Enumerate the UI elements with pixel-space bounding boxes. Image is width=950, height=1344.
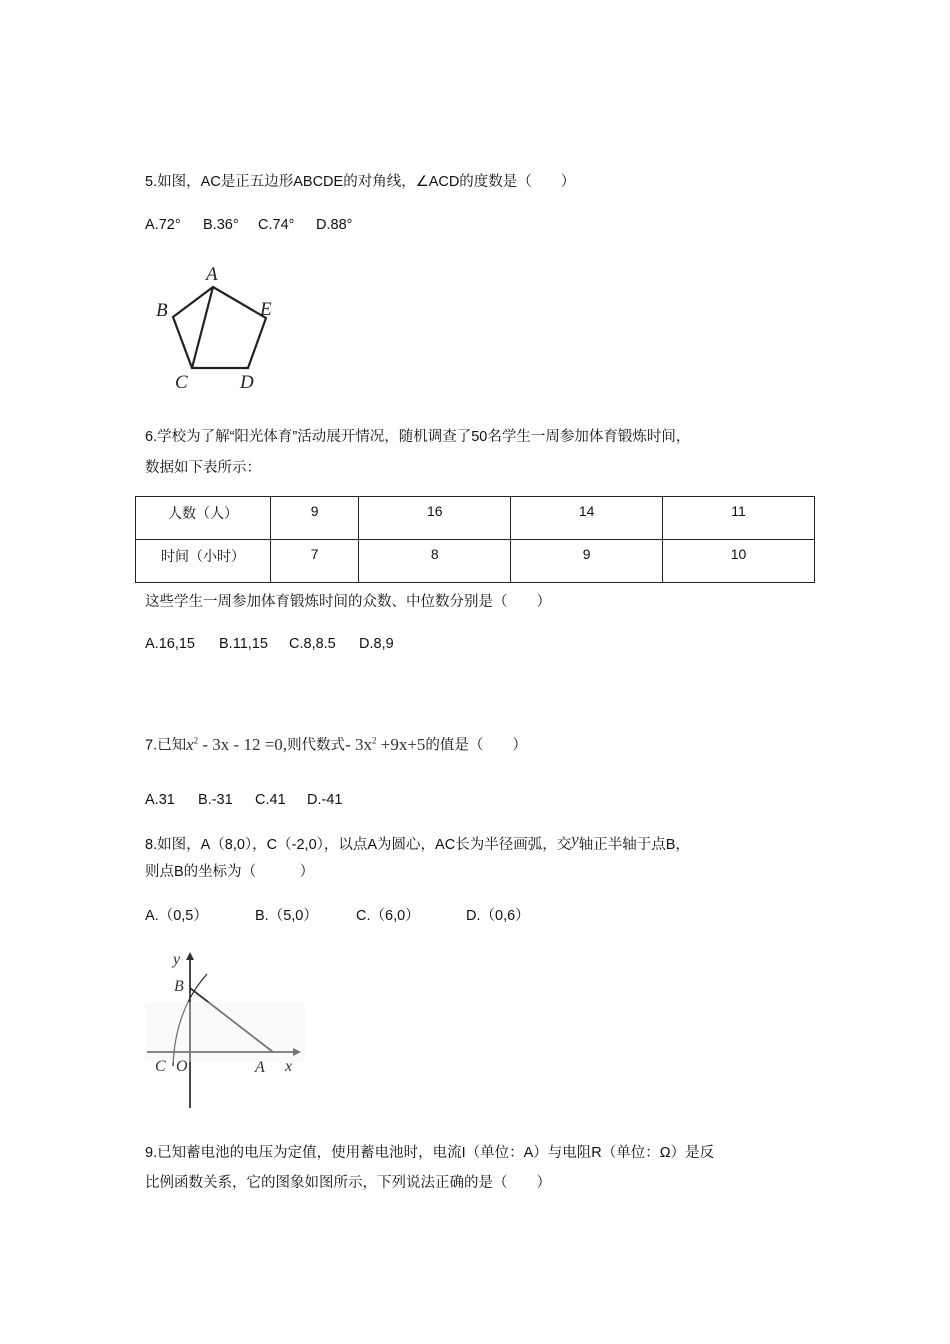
q8-options bbox=[145, 906, 530, 926]
q7-expression: - $3x^2 +9x+5$ bbox=[345, 734, 426, 754]
label-e: E bbox=[260, 299, 272, 320]
q6-option-a: A.16,15 bbox=[145, 636, 195, 652]
q8-option-b: B.（5,0） bbox=[255, 908, 318, 924]
q5-stem: 5.如图，AC是正五边形ABCDE的对角线，∠ACD的度数是（ ） bbox=[145, 174, 576, 190]
q7-options bbox=[145, 790, 342, 810]
label-a: A bbox=[206, 264, 218, 285]
q8-stem-line2: 则点B的坐标为（ ） bbox=[145, 864, 315, 880]
q5-option-d: D.88° bbox=[316, 217, 353, 233]
q6-option-d: D.8,9 bbox=[359, 636, 394, 652]
label-a: A bbox=[255, 1059, 265, 1076]
table-row-count bbox=[136, 497, 815, 540]
pentagon-figure bbox=[150, 260, 290, 395]
table-header-count: 人数（人） bbox=[136, 497, 271, 540]
table-cell: 8 bbox=[359, 540, 511, 583]
q7-option-b: B.-31 bbox=[198, 792, 233, 808]
label-b: B bbox=[156, 300, 168, 321]
q9-stem-line1: 9.已知蓄电池的电压为定值，使用蓄电池时，电流I（单位：A）与电阻R（单位：Ω）是反 bbox=[145, 1145, 715, 1161]
table-row-time bbox=[136, 540, 815, 583]
pentagon-shape bbox=[173, 287, 266, 368]
q6-stem-line1: 6.学校为了解“阳光体育”活动展开情况，随机调查了50名学生一周参加体育锻炼时间， bbox=[145, 429, 691, 445]
data-table bbox=[135, 496, 815, 583]
q8-option-c: C.（6,0） bbox=[356, 908, 420, 924]
q5-option-c: C.74° bbox=[258, 217, 295, 233]
q6-option-c: C.8,8.5 bbox=[289, 636, 336, 652]
label-y: y bbox=[173, 951, 181, 968]
label-c: C bbox=[155, 1058, 166, 1075]
label-o: O bbox=[176, 1058, 188, 1075]
coordinate-figure bbox=[145, 948, 310, 1113]
label-d: D bbox=[240, 372, 254, 393]
q7-stem bbox=[145, 728, 527, 758]
table-cell: 14 bbox=[511, 497, 663, 540]
table-header-time: 时间（小时） bbox=[136, 540, 271, 583]
table-cell: 9 bbox=[271, 497, 359, 540]
q7-option-d: D.-41 bbox=[307, 792, 343, 808]
q9-stem-line2: 比例函数关系，它的图象如图所示，下列说法正确的是（ ） bbox=[145, 1175, 551, 1191]
label-c: C bbox=[175, 372, 188, 393]
label-x: x bbox=[285, 1058, 293, 1075]
q8-option-d: D.（0,6） bbox=[466, 908, 530, 924]
q7-prefix: 7.已知 bbox=[145, 737, 187, 754]
q7-option-a: A.31 bbox=[145, 792, 175, 808]
table-cell: 7 bbox=[271, 540, 359, 583]
q7-suffix: 的值是（ ） bbox=[425, 737, 527, 754]
table-cell: 16 bbox=[359, 497, 511, 540]
q6-option-b: B.11,15 bbox=[219, 636, 268, 652]
table-cell: 10 bbox=[663, 540, 815, 583]
q5-options bbox=[145, 215, 352, 235]
q8-stem-line1: 8.如图，A（8,0），C（-2,0），以点A为圆心，AC长为半径画弧，交y轴正半轴于点B， bbox=[145, 830, 690, 853]
q5-option-a: A.72° bbox=[145, 217, 181, 233]
table-cell: 9 bbox=[511, 540, 663, 583]
q7-equation: $x^2 - 3x - 12 =0$, bbox=[186, 734, 288, 754]
q6-stem-line2: 数据如下表所示： bbox=[145, 460, 261, 476]
q5-option-b: B.36° bbox=[203, 217, 239, 233]
q8-option-a: A.（0,5） bbox=[145, 908, 208, 924]
table-cell: 11 bbox=[663, 497, 815, 540]
y-axis-arrow bbox=[186, 952, 194, 960]
q6-question: 这些学生一周参加体育锻炼时间的众数、中位数分别是（ ） bbox=[145, 594, 551, 610]
q6-options bbox=[145, 634, 394, 654]
q8-y-symbol: y bbox=[571, 830, 579, 849]
label-b: B bbox=[174, 978, 184, 995]
q7-middle: 则代数式 bbox=[287, 737, 346, 754]
q7-option-c: C.41 bbox=[255, 792, 286, 808]
